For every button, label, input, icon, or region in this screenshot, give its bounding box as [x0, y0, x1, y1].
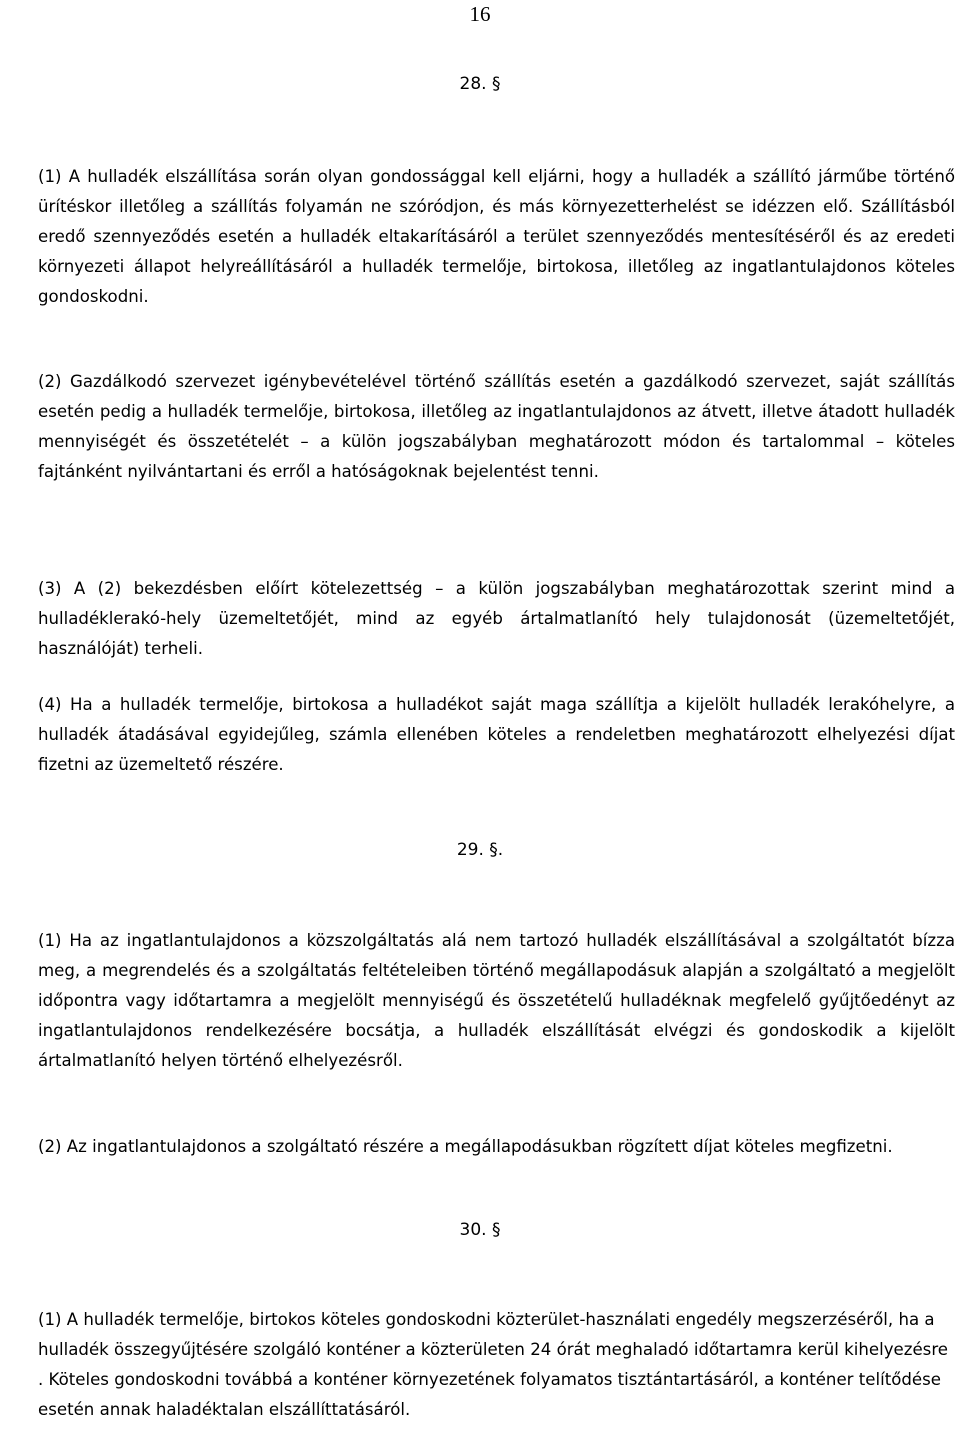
section-29-paragraph-2: (2) Az ingatlantulajdonos a szolgáltató részére a megállapodásukban rögzített díjat köteles megfizetni. — [38, 1137, 893, 1156]
section-28-paragraph-4: (4) Ha a hulladék termelője, birtokosa a hulladékot saját maga szállítja a kijelölt hulladék lerakóhelyre, a hulladék átadásával egyidejűleg, számla ellenében köteles a rendeletben meghatározott elhelyezési díjat fizetni az üzemeltető részére. — [38, 695, 955, 774]
section-28-heading: 28. § — [459, 74, 501, 94]
section-30-heading: 30. § — [459, 1220, 501, 1240]
page-number: 16 — [469, 2, 491, 26]
section-28-paragraph-1: (1) A hulladék elszállítása során olyan gondossággal kell eljárni, hogy a hulladék a szállító járműbe történő ürítéskor illetőleg a szállítás folyamán ne szóródjon, és más környezetterhelést se idézzen elő. Szállításból eredő szennyeződés esetén a hulladék eltakarításáról a terület szennyeződés mentesítéséről és az eredeti környezeti állapot helyreállításáról a hulladék termelője, birtokosa, illetőleg az ingatlantulajdonos köteles gondoskodni. — [38, 167, 955, 306]
section-28-paragraph-2: (2) Gazdálkodó szervezet igénybevételével történő szállítás esetén a gazdálkodó szervezet, saját szállítás esetén pedig a hulladék termelője, birtokosa, illetőleg az ingatlantulajdonos az átvett, illetve átadott hulladék mennyiségét és összetételét – a külön jogszabályban meghatározott módon és tartalommal – köteles fajtánként nyilvántartani és erről a hatóságoknak bejelentést tenni. — [38, 372, 955, 481]
section-30-paragraph-1: (1) A hulladék termelője, birtokos köteles gondoskodni közterület-használati engedély megszerzéséről, ha a hulladék összegyűjtésére szolgáló konténer a közterületen 24 órát meghaladó időtartamra kerül kihelyezésre . Köteles gondoskodni továbbá a konténer környezetének folyamatos tisztántartásáról, a konténer telítődése esetén annak haladéktalan elszállíttatásáról. — [38, 1310, 948, 1419]
section-29-paragraph-1: (1) Ha az ingatlantulajdonos a közszolgáltatás alá nem tartozó hulladék elszállításával a szolgáltatót bízza meg, a megrendelés és a szolgáltatás feltételeiben történő megállapodásuk alapján a szolgáltató a megjelölt időpontra vagy időtartamra a megjelölt mennyiségű és összetételű hulladéknak megfelelő gyűjtőedényt az ingatlantulajdonos rendelkezésére bocsátja, a hulladék elszállítását elvégzi és gondoskodik a kijelölt ártalmatlanító helyen történő elhelyezésről. — [38, 931, 955, 1070]
section-29-heading: 29. §. — [456, 840, 504, 860]
section-28-paragraph-3: (3) A (2) bekezdésben előírt kötelezettség – a külön jogszabályban meghatározottak szerint mind a hulladéklerakó-hely üzemeltetőjét, mind az egyéb ártalmatlanító hely tulajdonosát (üzemeltetőjét, használóját) terheli. — [38, 579, 955, 658]
